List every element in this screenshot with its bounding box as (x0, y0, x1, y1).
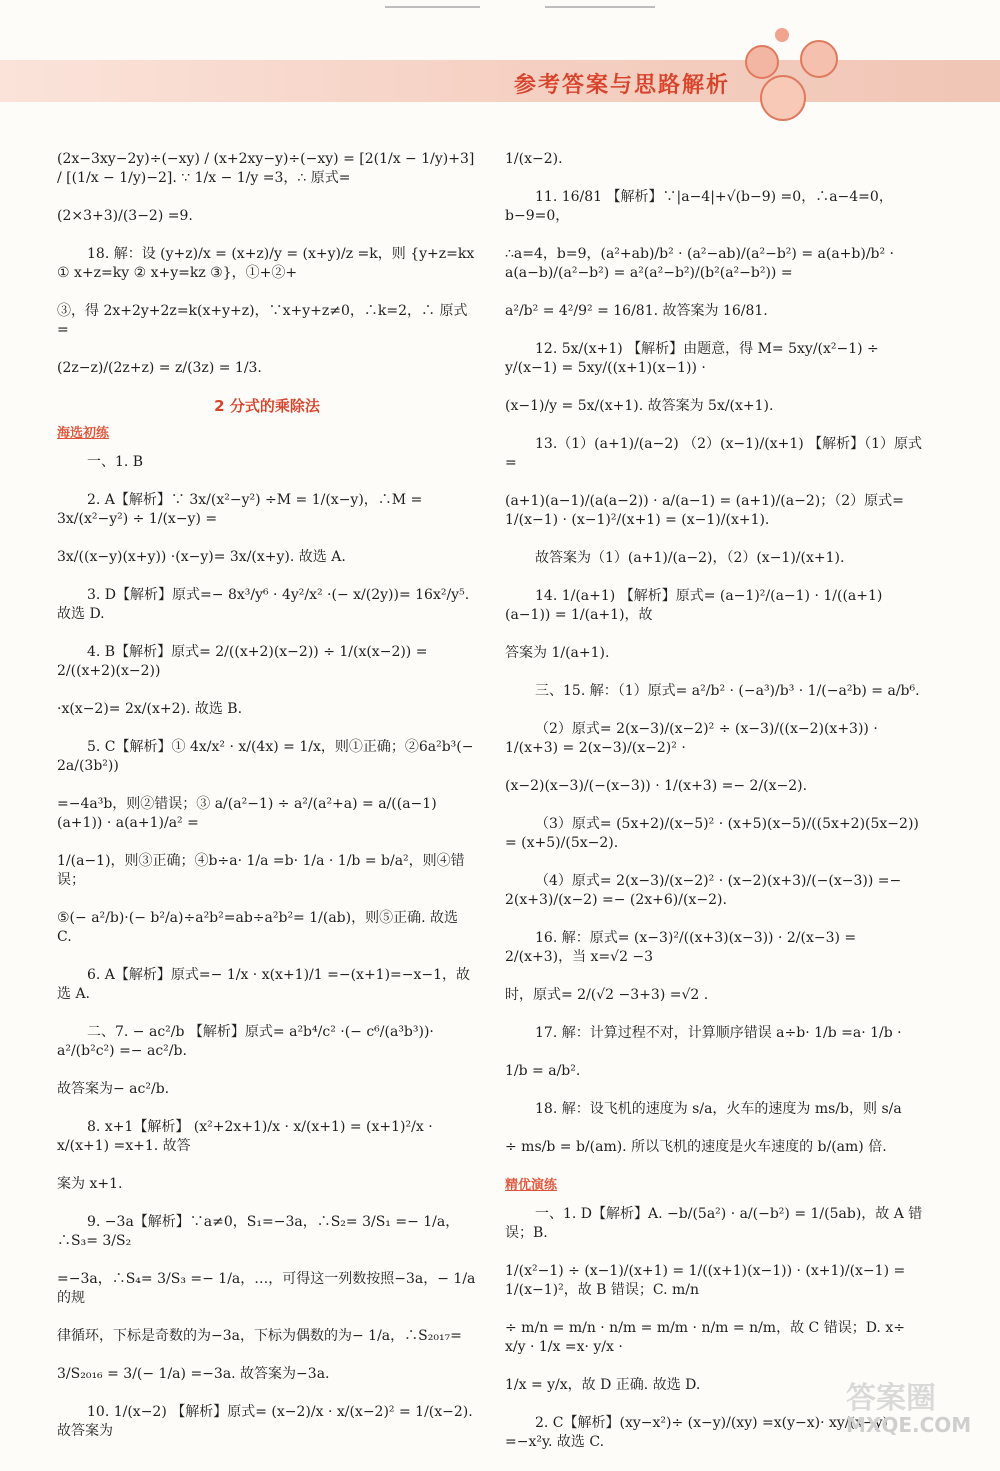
watermark-title: 答案圈 (846, 1381, 936, 1416)
answer-line: 5. C【解析】① 4x/x² · x/(4x) = 1/x，则①正确；②6a²b³(− 2a/(3b²)) (57, 739, 474, 774)
left-column (57, 150, 477, 1460)
answer-line: ÷ ms/b = b/(am). 所以飞机的速度是火车速度的 b/(am) 倍. (505, 1139, 887, 1155)
top-rule-left (385, 6, 480, 8)
answer-line: 一、1. B (87, 454, 144, 470)
answer-line: (2z−z)/(2z+z) = z/(3z) = 1/3. (57, 360, 262, 376)
answer-line: 1/b = a/b². (505, 1063, 581, 1079)
decor-circle-icon (760, 75, 806, 121)
answer-line: 8. x+1【解析】 (x²+2x+1)/x · x/(x+1) = (x+1)²/x · x/(x+1) =x+1. 故答 (57, 1119, 433, 1154)
decor-circle-icon (745, 45, 779, 79)
answer-line: 3x/((x−y)(x+y)) ·(x−y)= 3x/(x+y). 故选 A. (57, 549, 346, 565)
answer-line: 18. 解：设飞机的速度为 s/a，火车的速度为 ms/b，则 s/a (535, 1101, 902, 1117)
answer-line: 11. 16/81 【解析】∵|a−4|+√(b−9) =0，∴a−4=0，b−9=0， (505, 189, 893, 224)
answer-line: ∴a=4，b=9，(a²+ab)/b² · (a²−ab)/(a²−b²) = a(a+b)/b² · a(a−b)/(a²−b²) = a²(a²−b²)/(b²(a²−b²)) = (505, 246, 895, 281)
answer-line: 三、15. 解：（1）原式= a²/b² · (−a³)/b³ · 1/(−a²b) = a/b⁶. (535, 683, 920, 699)
right-column (505, 150, 925, 1471)
answer-line: 时，原式= 2/(√2 −3+3) =√2 . (505, 987, 709, 1003)
answer-line: 3/S₂₀₁₆ = 3/(− 1/a) =−3a. 故答案为−3a. (57, 1366, 330, 1382)
header-title: 参考答案与思路解析 (513, 73, 730, 98)
answer-line: =−4a³b，则②错误；③ a/(a²−1) ÷ a²/(a²+a) = a/((a−1)(a+1)) · a(a+1)/a² = (57, 796, 437, 831)
answer-line: 14. 1/(a+1) 【解析】原式= (a−1)²/(a−1) · 1/((a+1)(a−1)) = 1/(a+1)，故 (505, 588, 883, 623)
answer-line: 2. C【解析】(xy−x²)÷ (x−y)/(xy) =x(y−x)· xy/(x−y) =−x²y. 故选 C. (505, 1415, 888, 1450)
answer-line: 1/x = y/x，故 D 正确. 故选 D. (505, 1377, 701, 1393)
answer-line: 1/(a−1)，则③正确；④b÷a· 1/a =b· 1/a · 1/b = b/a²，则④错误； (57, 853, 465, 888)
answer-line: 故答案为− ac²/b. (57, 1081, 170, 1097)
answer-line: （2）原式= 2(x−3)/(x−2)² ÷ (x−3)/((x−2)(x+3)) · 1/(x+3) = 2(x−3)/(x−2)² · (505, 721, 878, 756)
answer-line: (2x−3xy−2y)÷(−xy) / (x+2xy−y)÷(−xy) = [2(1/x − 1/y)+3] / [(1/x − 1/y)−2]. ∵ 1/x − 1/y =3，∴ 原式= (57, 151, 475, 186)
answer-line: 答案为 1/(a+1). (505, 645, 610, 661)
subsection-title: 海选初练 (57, 426, 110, 441)
answer-line: 10. 1/(x−2) 【解析】原式= (x−2)/x · x/(x−2)² = 1/(x−2). 故答案为 (57, 1404, 473, 1439)
answer-line: 4. B【解析】原式= 2/((x+2)(x−2)) ÷ 1/(x(x−2)) = 2/((x+2)(x−2)) (57, 644, 428, 679)
answer-line: ⑤(− a²/b)·(− b²/a)÷a²b²=ab÷a²b²= 1/(ab)，则⑤正确. 故选 C. (57, 910, 458, 945)
answer-line: (x−1)/y = 5x/(x+1). 故答案为 5x/(x+1). (505, 398, 774, 414)
answer-line: 故答案为（1）(a+1)/(a−2)，（2）(x−1)/(x+1). (535, 550, 845, 566)
decor-circle-icon (775, 28, 789, 42)
answer-line: ·x(x−2)= 2x/(x+2). 故选 B. (57, 701, 243, 717)
answer-line: 1/(x²−1) ÷ (x−1)/(x+1) = 1/((x+1)(x−1)) · (x+1)/(x−1) = 1/(x−1)²，故 B 错误；C. m/n (505, 1263, 906, 1298)
answer-line: (a+1)(a−1)/(a(a−2)) · a/(a−1) = (a+1)/(a−2)；（2）原式= 1/(x−1) · (x−1)²/(x+1) = (x−1)/(x+1). (505, 493, 904, 528)
watermark-logo (816, 1371, 986, 1441)
answer-line: ③，得 2x+2y+2z=k(x+y+z)，∵x+y+z≠0，∴k=2，∴ 原式= (57, 303, 468, 338)
answer-line: 13.（1）(a+1)/(a−2) （2）(x−1)/(x+1) 【解析】（1）原式= (505, 436, 923, 471)
answer-line: 18. 解：设 (y+z)/x = (x+z)/y = (x+y)/z =k，则 {y+z=kx ① x+z=ky ② x+y=kz ③}，①+②+ (57, 246, 475, 281)
section-title: 2 分式的乘除法 (214, 397, 320, 415)
answer-line: (x−2)(x−3)/(−(x−3)) · 1/(x+3) =− 2/(x−2). (505, 778, 808, 794)
top-rule-right (545, 6, 655, 8)
header-band (0, 60, 1000, 102)
answer-line: a²/b² = 4²/9² = 16/81. 故答案为 16/81. (505, 303, 768, 319)
answer-line: 律循环，下标是奇数的为−3a，下标为偶数的为− 1/a，∴S₂₀₁₇= (57, 1328, 462, 1344)
subsection-title: 精优演练 (505, 1178, 558, 1193)
answer-line: 2. A【解析】∵ 3x/(x²−y²) ÷M = 1/(x−y)，∴M = 3x/(x²−y²) ÷ 1/(x−y) = (57, 492, 423, 527)
answer-line: 1/(x−2). (505, 151, 563, 167)
answer-line: 12. 5x/(x+1) 【解析】由题意，得 M= 5xy/(x²−1) ÷ y/(x−1) = 5xy/((x+1)(x−1)) · (505, 341, 879, 376)
answer-line: 6. A【解析】原式=− 1/x · x(x+1)/1 =−(x+1)=−x−1，故选 A. (57, 967, 471, 1002)
decor-circle-icon (800, 40, 838, 78)
answer-line: 9. −3a【解析】∵a≠0，S₁=−3a，∴S₂= 3/S₁ =− 1/a，∴S₃= 3/S₂ (57, 1214, 460, 1249)
answer-line: =−3a，∴S₄= 3/S₃ =− 1/a，…，可得这一列数按照−3a，− 1/a 的规 (57, 1271, 476, 1306)
answer-line: 3. D【解析】原式=− 8x³/y⁶ · 4y²/x² ·(− x/(2y))= 16x²/y⁵. 故选 D. (57, 587, 470, 622)
answer-line: 二、7. − ac²/b 【解析】原式= a²b⁴/c² ·(− c⁶/(a³b³))· a²/(b²c²) =− ac²/b. (57, 1024, 434, 1059)
answer-line: 一、1. D【解析】A. −b/(5a²) · a/(−b²) = 1/(5ab)，故 A 错误；B. (505, 1206, 923, 1241)
answer-line: 16. 解：原式= (x−3)²/((x+3)(x−3)) · 2/(x−3) = 2/(x+3)，当 x=√2 −3 (505, 930, 857, 965)
watermark-domain: MXQE.COM (846, 1413, 972, 1437)
answer-line: （3）原式= (5x+2)/(x−5)² · (x+5)(x−5)/((5x+2)(5x−2)) = (x+5)/(5x−2). (505, 816, 919, 851)
answer-line: 17. 解：计算过程不对，计算顺序错误 a÷b· 1/b =a· 1/b · (535, 1025, 902, 1041)
answer-line: ÷ m/n = m/n · n/m = m/m · n/m = n/m，故 C 错误；D. x÷ x/y · 1/x =x· y/x · (505, 1320, 905, 1355)
answer-line: 案为 x+1. (57, 1176, 123, 1192)
answer-line: （4）原式= 2(x−3)/(x−2)² · (x−2)(x+3)/(−(x−3)) =− 2(x+3)/(x−2) =− (2x+6)/(x−2). (505, 873, 902, 908)
answer-line: (2×3+3)/(3−2) =9. (57, 208, 193, 224)
